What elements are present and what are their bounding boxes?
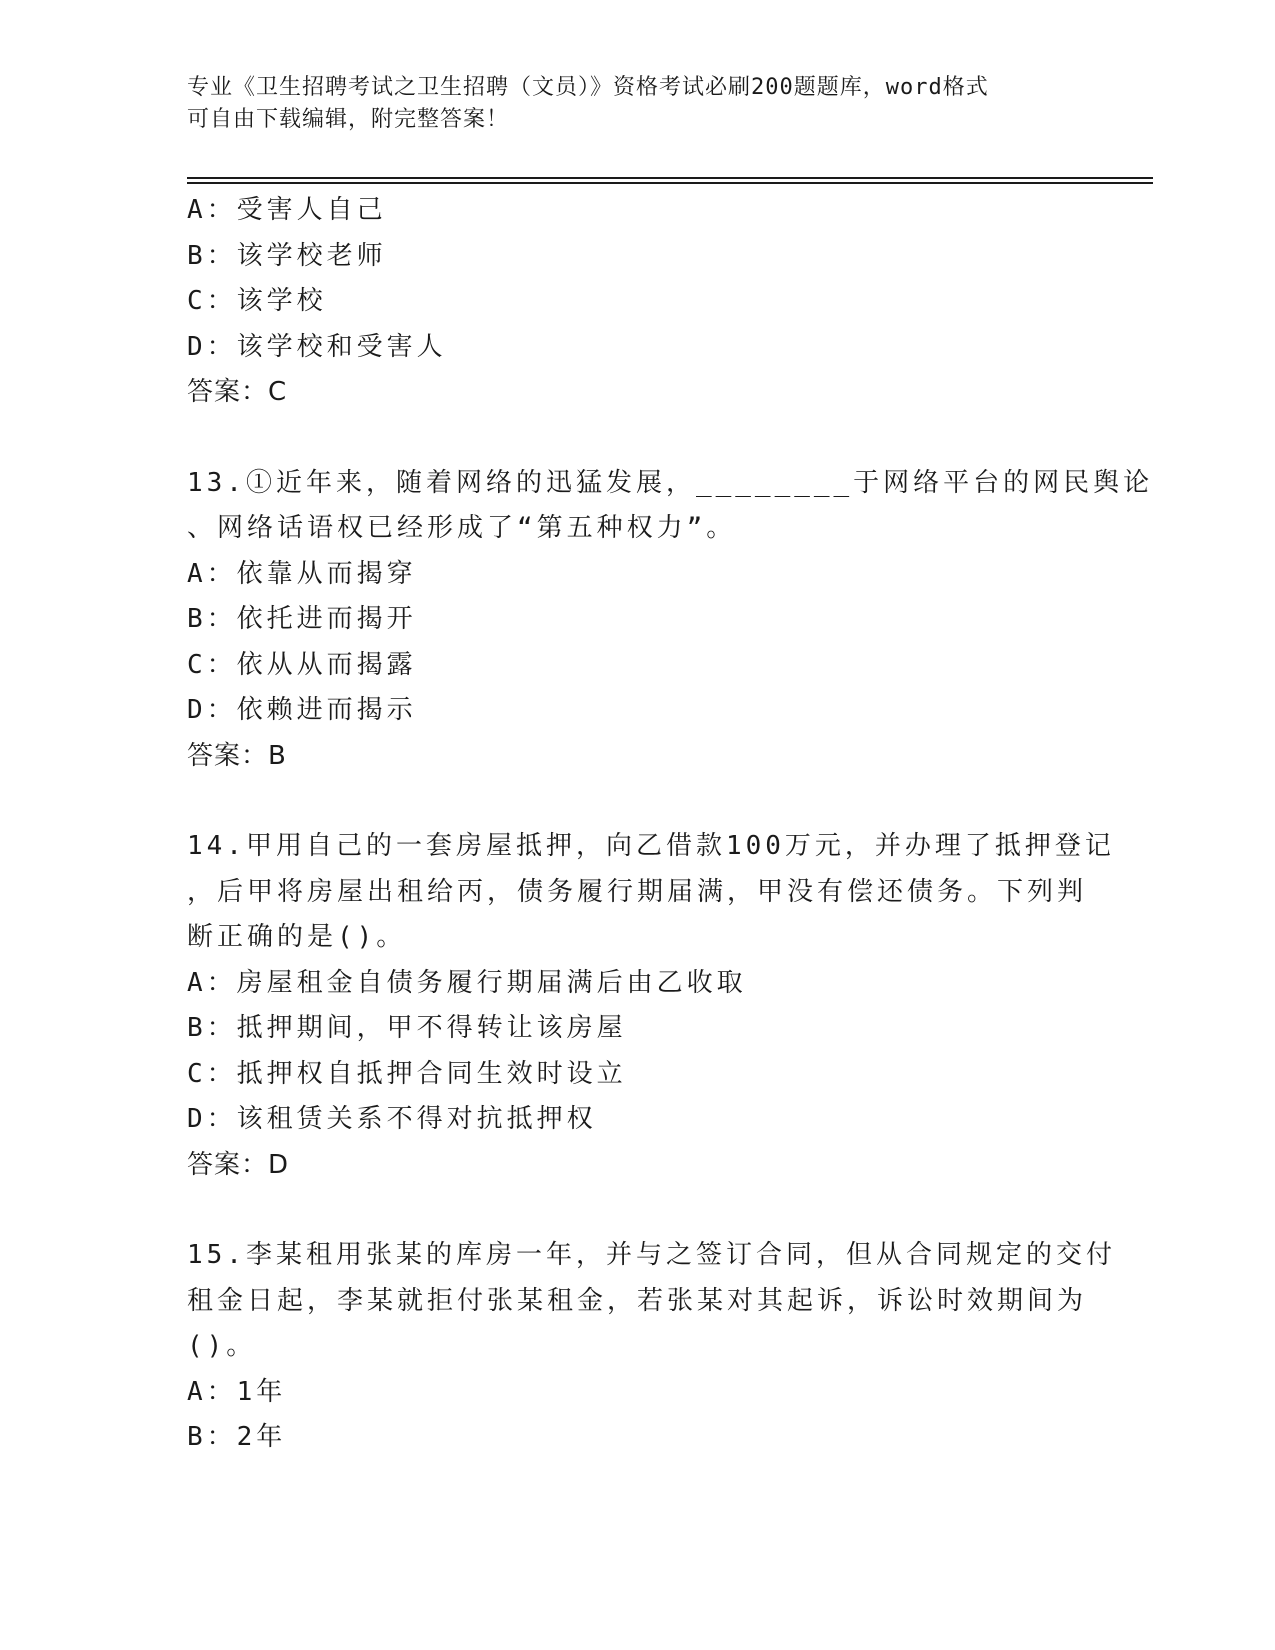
option-b: B：该学校老师 <box>187 240 387 271</box>
answer: 答案：C <box>187 377 288 407</box>
question-15 <box>187 1233 1116 1461</box>
question-text-line-1: 14.甲用自己的一套房屋抵押，向乙借款100万元，并办理了抵押登记 <box>187 831 1115 861</box>
question-text-line-2: 、网络话语权已经形成了“第五种权力”。 <box>187 513 737 543</box>
option-b: B：抵押期间，甲不得转让该房屋 <box>187 1013 627 1043</box>
header-title-line-2: 可自由下载编辑，附完整答案！ <box>187 107 510 132</box>
option-c: C：抵押权自抵押合同生效时设立 <box>187 1058 627 1089</box>
option-a: A：受害人自己 <box>187 195 387 225</box>
question-text-line-1: 13.①近年来，随着网络的迅猛发展，________于网络平台的网民舆论 <box>187 467 1154 498</box>
question-14 <box>187 824 1115 1188</box>
header-divider-top <box>187 177 1153 179</box>
page-header <box>187 72 1087 136</box>
question-text-line-2: 租金日起，李某就拒付张某租金，若张某对其起诉，诉讼时效期间为 <box>187 1285 1088 1316</box>
header-divider-bottom <box>187 182 1153 184</box>
option-b: B：依托进而揭开 <box>187 604 417 634</box>
header-title-line-1: 专业《卫生招聘考试之卫生招聘（文员）》资格考试必刷200题题库，word格式 <box>187 75 989 100</box>
option-a: A：依靠从而揭穿 <box>187 558 417 589</box>
option-d: D：依赖进而揭示 <box>187 695 417 725</box>
option-b: B：2年 <box>187 1422 287 1452</box>
question-13 <box>187 461 1154 780</box>
option-a: A：1年 <box>187 1376 287 1407</box>
question-12 <box>187 188 1077 416</box>
option-d: D：该租赁关系不得对抗抵押权 <box>187 1104 597 1134</box>
question-text-line-3: ()。 <box>187 1331 257 1361</box>
option-a: A：房屋租金自债务履行期届满后由乙收取 <box>187 967 747 998</box>
spacer <box>187 416 1077 461</box>
option-d: D：该学校和受害人 <box>187 331 447 362</box>
answer: 答案：D <box>187 1149 290 1180</box>
spacer <box>187 779 1077 824</box>
spacer <box>187 1188 1077 1233</box>
answer: 答案：B <box>187 740 287 771</box>
option-c: C：依从从而揭露 <box>187 649 417 680</box>
question-text-line-2: ，后甲将房屋出租给丙，债务履行期届满，甲没有偿还债务。下列判 <box>187 876 1088 907</box>
question-text-line-1: 15.李某租用张某的库房一年，并与之签订合同，但从合同规定的交付 <box>187 1240 1116 1270</box>
option-c: C：该学校 <box>187 286 327 316</box>
question-list <box>187 188 1154 1461</box>
question-text-line-3: 断正确的是()。 <box>187 922 407 952</box>
